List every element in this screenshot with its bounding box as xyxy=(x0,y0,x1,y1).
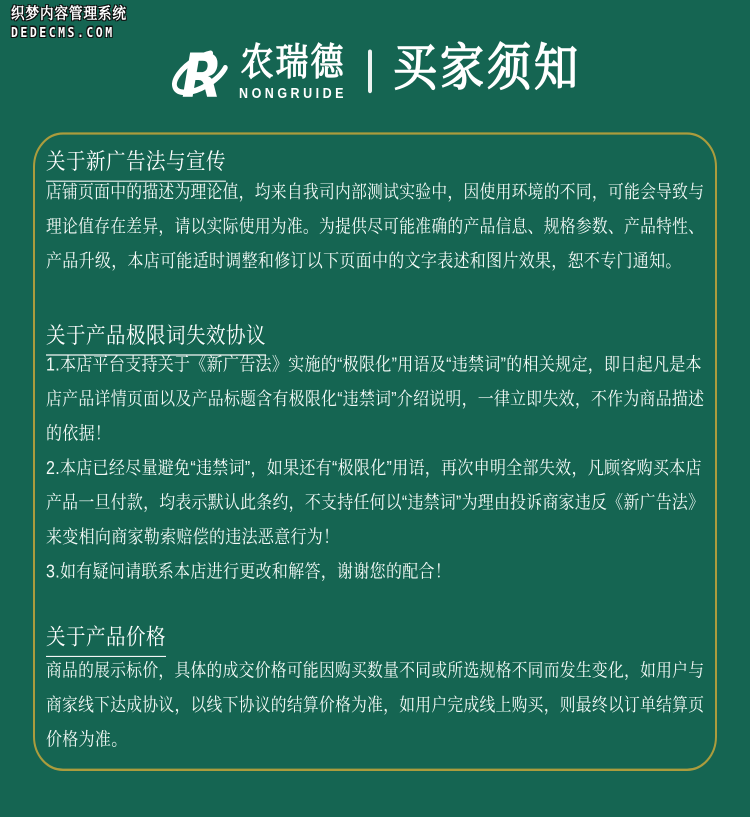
brand-name-en: NONGRUIDE xyxy=(239,85,347,102)
brand-name-cn: 农瑞德 xyxy=(240,40,346,83)
page-title: 买家须知 xyxy=(392,40,581,97)
section-body-advertising-law: 店铺页面中的描述为理论值，均来自我司内部测试实验中，因使用环境的不同，可能会导致与 理论值存在差异，请以实际使用为准。为提供尽可能准确的产品信息、规格参数、产品特性、 产品升级，本店可能适时调整和修订以下页面中的文字表述和图片效果，恕不专门通知。 xyxy=(46,182,705,272)
dedecms-watermark xyxy=(11,6,127,39)
brand-text xyxy=(239,41,347,101)
section-heading-product-price xyxy=(46,623,704,658)
nongruide-swoosh-r-icon xyxy=(169,32,233,110)
section-body-product-price: 商品的展示标价，具体的成交价格可能因购买数量不同或所选规格不同而发生变化，如用户与 商家线下达成协议，以线下协议的结算价格为准，如用户完成线上购买，则最终以订单结算页 价格为准。 xyxy=(46,661,705,751)
watermark-line-en: DEDECMS.COM xyxy=(11,23,115,40)
section-body-extreme-words: 1.本店平台支持关于《新广告法》实施的“极限化”用语及“违禁词”的相关规定，即日起凡是本 店产品详情页面以及产品标题含有极限化“违禁词”介绍说明，一律立即失效，不作为商品描述 的依据！ 2.本店已经尽量避免“违禁词”，如果还有“极限化”用语，再次申明全部失效，凡顾客购买本店 产品一旦付款，均表示默认此条约，不支持任何以“违禁词”为理由投诉商家违反《新广告法》 来变相向商家勒索赔偿的违法恶意行为！ 3.如有疑问请联系本店进行更改和解答，谢谢您的配合！ xyxy=(46,355,705,583)
watermark-line-cn: 织梦内容管理系统 xyxy=(11,4,127,22)
section-heading-text: 关于产品极限词失效协议 xyxy=(46,321,266,356)
section-heading-text: 关于产品价格 xyxy=(46,623,166,658)
header-divider xyxy=(368,49,372,93)
header xyxy=(0,30,750,113)
brand-logo xyxy=(169,32,347,110)
svg-text:R: R xyxy=(181,42,222,111)
section-heading-text: 关于新广告法与宣传 xyxy=(46,147,226,182)
notice-box xyxy=(33,132,717,771)
